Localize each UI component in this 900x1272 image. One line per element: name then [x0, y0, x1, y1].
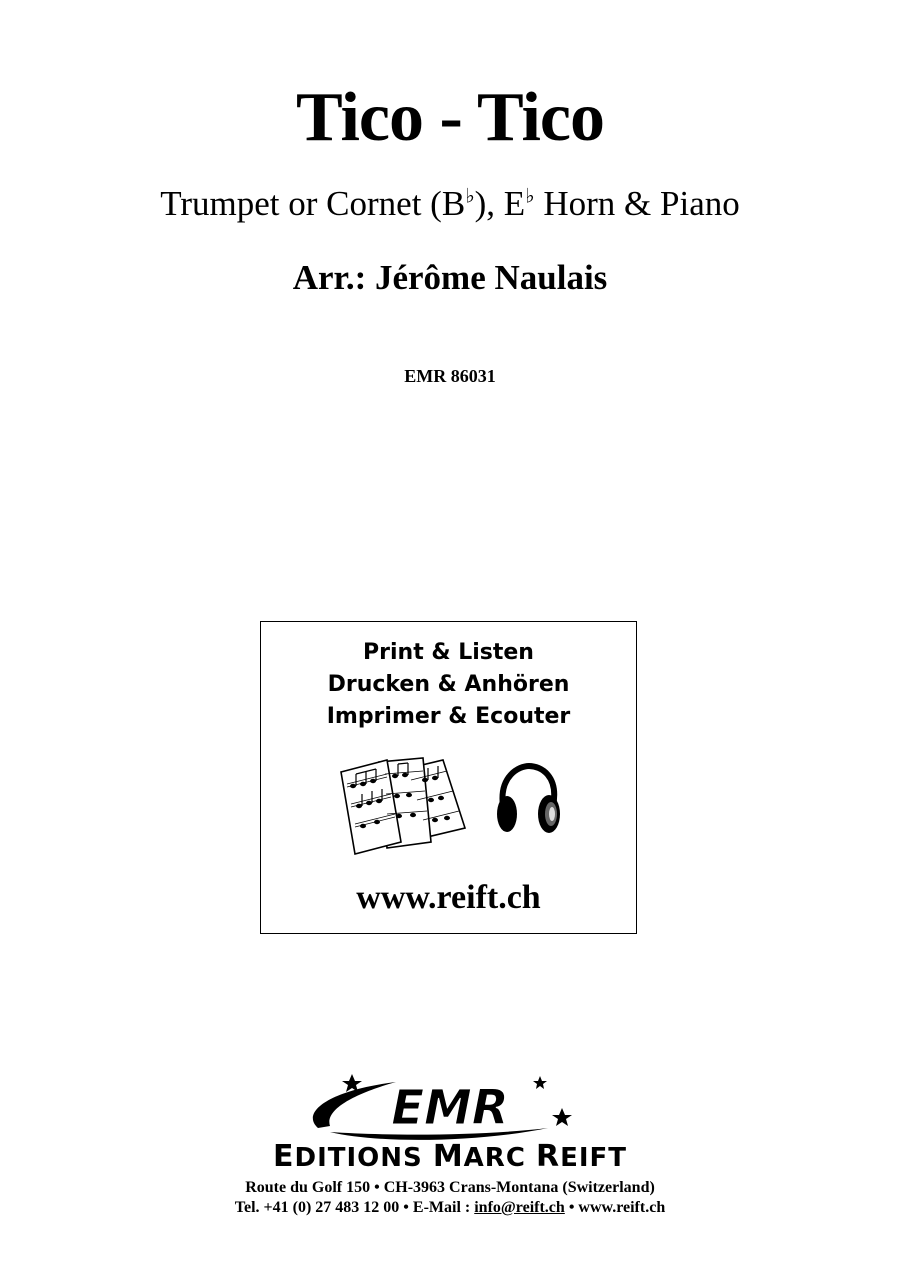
emr-logo-text: EMR [391, 1080, 509, 1136]
promo-line-german: Drucken & Anhören [327, 672, 570, 697]
publisher-name-initial: M [432, 1139, 464, 1174]
star-icon [533, 1076, 547, 1089]
publisher-contact [0, 1198, 900, 1218]
promo-line-french: Imprimer & Ecouter [326, 704, 571, 729]
contact-email-link[interactable]: info@reift.ch [474, 1199, 565, 1216]
star-icon [552, 1108, 572, 1126]
headphones-icon [493, 762, 563, 842]
sheet-music-icon [339, 756, 467, 856]
subtitle-part-1: Trumpet or Cornet (B [160, 184, 466, 223]
print-listen-box [260, 621, 637, 934]
subtitle-part-2: ), E [474, 184, 526, 223]
publisher-name-part: EIFT [560, 1143, 627, 1173]
catalog-number: EMR 86031 [404, 366, 496, 386]
promo-line-english: Print & Listen [363, 640, 534, 665]
flat-sign-2: ♭ [525, 185, 535, 208]
publisher-name-part: ARC [463, 1143, 536, 1173]
publisher-address: Route du Golf 150 • CH-3963 Crans-Montana (Switzerland) [245, 1179, 655, 1196]
contact-website: • www.reift.ch [564, 1199, 666, 1216]
arranger-credit: Arr.: Jérôme Naulais [292, 258, 608, 297]
contact-phone: Tel. +41 (0) 27 483 12 00 • E-Mail : [234, 1199, 475, 1216]
publisher-name-initial: R [535, 1139, 561, 1174]
document-title: Tico - Tico [296, 79, 604, 156]
flat-sign-1: ♭ [465, 185, 475, 208]
publisher-name [0, 1139, 900, 1174]
promo-website[interactable]: www.reift.ch [356, 879, 541, 916]
publisher-name-initial: E [273, 1139, 295, 1174]
instrumentation-subtitle [0, 182, 900, 226]
emr-logo [300, 1072, 590, 1144]
subtitle-part-3: Horn & Piano [534, 184, 740, 223]
publisher-name-part: DITIONS [294, 1143, 433, 1173]
